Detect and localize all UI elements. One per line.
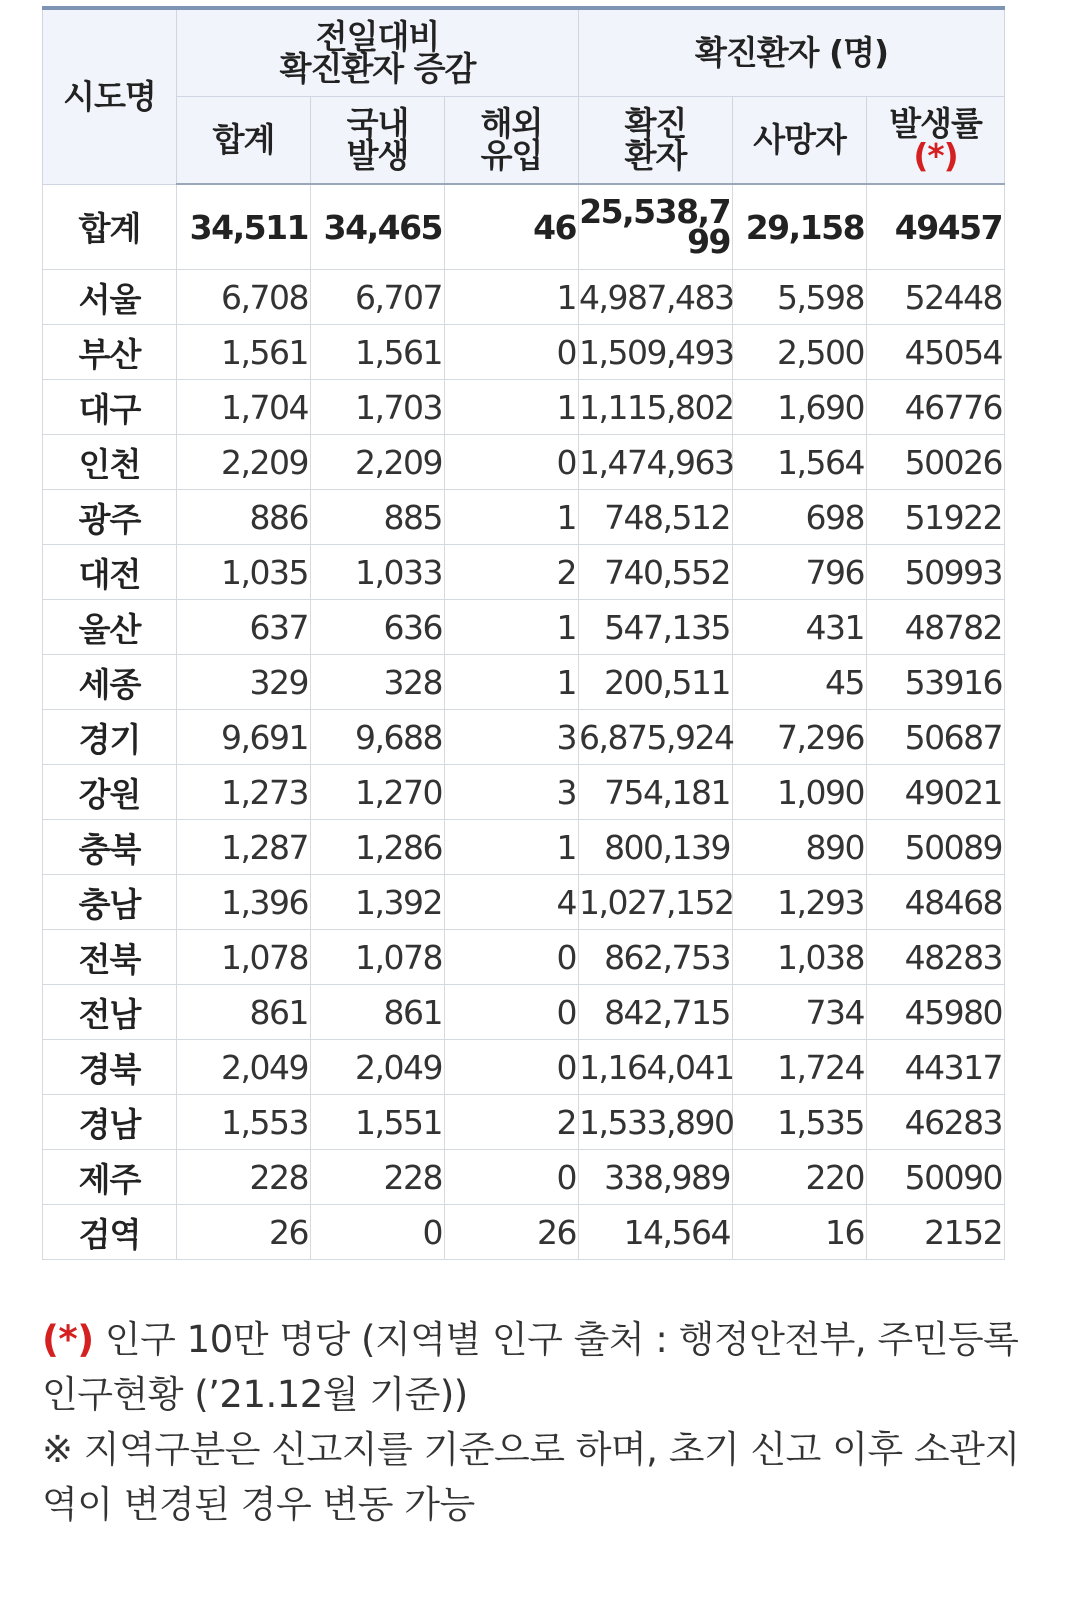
table-row <box>43 655 1005 710</box>
cell-overseas: 4 <box>445 875 579 930</box>
cell-total: 637 <box>177 600 311 655</box>
cell-region: 경남 <box>43 1095 177 1150</box>
cell-rate: 50687 <box>867 710 1005 765</box>
cell-deaths: 2,500 <box>733 325 867 380</box>
header-overseas-line2: 유입 <box>480 136 543 175</box>
header-domestic-line2: 발생 <box>346 136 409 175</box>
cell-overseas: 3 <box>445 710 579 765</box>
cell-domestic: 2,209 <box>311 435 445 490</box>
cell-deaths: 698 <box>733 490 867 545</box>
cell-rate: 53916 <box>867 655 1005 710</box>
cell-confirmed: 1,533,890 <box>579 1095 733 1150</box>
cell-overseas: 3 <box>445 765 579 820</box>
cell-rate: 50089 <box>867 820 1005 875</box>
cell-overseas: 26 <box>445 1205 579 1260</box>
table-row <box>43 435 1005 490</box>
cell-overseas: 0 <box>445 1150 579 1205</box>
table-row <box>43 765 1005 820</box>
table-row <box>43 545 1005 600</box>
table-row <box>43 1150 1005 1205</box>
table-row <box>43 325 1005 380</box>
cell-total: 34,511 <box>177 184 311 270</box>
cell-rate: 45054 <box>867 325 1005 380</box>
cell-rate: 50993 <box>867 545 1005 600</box>
header-total: 합계 <box>177 97 311 185</box>
header-rate <box>867 97 1005 185</box>
cell-region: 검역 <box>43 1205 177 1260</box>
header-rate-asterisk: (*) <box>913 136 958 175</box>
cell-total: 1,035 <box>177 545 311 600</box>
cell-region: 충남 <box>43 875 177 930</box>
cell-overseas: 0 <box>445 1040 579 1095</box>
cell-deaths: 1,724 <box>733 1040 867 1095</box>
footnote-region: ※ 지역구분은 신고지를 기준으로 하며, 초기 신고 이후 소관지역이 변경된 경우 변동 가능 <box>42 1428 1020 1526</box>
cell-region: 충북 <box>43 820 177 875</box>
cell-total: 1,704 <box>177 380 311 435</box>
cell-total: 1,553 <box>177 1095 311 1150</box>
cell-total: 26 <box>177 1205 311 1260</box>
cell-domestic: 9,688 <box>311 710 445 765</box>
cell-confirmed: 1,474,963 <box>579 435 733 490</box>
cell-deaths: 1,535 <box>733 1095 867 1150</box>
cell-domestic: 1,392 <box>311 875 445 930</box>
table-row <box>43 380 1005 435</box>
header-domestic <box>311 97 445 185</box>
cell-total: 2,049 <box>177 1040 311 1095</box>
table-row-total <box>43 184 1005 270</box>
cell-total: 861 <box>177 985 311 1040</box>
table-body <box>43 184 1005 1260</box>
cell-region: 부산 <box>43 325 177 380</box>
cell-rate: 48468 <box>867 875 1005 930</box>
cell-confirmed: 4,987,483 <box>579 270 733 325</box>
header-group-daily-change-line2: 확진환자 증감 <box>279 49 476 88</box>
cell-region: 경기 <box>43 710 177 765</box>
cell-region: 대구 <box>43 380 177 435</box>
cell-domestic: 885 <box>311 490 445 545</box>
cell-deaths: 45 <box>733 655 867 710</box>
cell-total: 228 <box>177 1150 311 1205</box>
cell-domestic: 1,033 <box>311 545 445 600</box>
cell-rate: 51922 <box>867 490 1005 545</box>
cell-domestic: 1,286 <box>311 820 445 875</box>
cell-domestic: 328 <box>311 655 445 710</box>
cell-rate: 48283 <box>867 930 1005 985</box>
table-header <box>43 8 1005 184</box>
header-confirmed-line2: 환자 <box>624 136 687 175</box>
cell-overseas: 1 <box>445 270 579 325</box>
cell-region: 제주 <box>43 1150 177 1205</box>
header-overseas-line1: 해외 <box>480 104 543 143</box>
table-row <box>43 600 1005 655</box>
cell-domestic: 636 <box>311 600 445 655</box>
cell-domestic: 1,551 <box>311 1095 445 1150</box>
cell-deaths: 7,296 <box>733 710 867 765</box>
cell-confirmed: 1,027,152 <box>579 875 733 930</box>
cell-domestic: 0 <box>311 1205 445 1260</box>
cell-confirmed: 842,715 <box>579 985 733 1040</box>
table-row <box>43 820 1005 875</box>
cell-region: 경북 <box>43 1040 177 1095</box>
header-group-confirmed: 확진환자 (명) <box>579 8 1005 97</box>
cell-overseas: 2 <box>445 1095 579 1150</box>
cell-total: 329 <box>177 655 311 710</box>
cell-rate: 49021 <box>867 765 1005 820</box>
cell-overseas: 1 <box>445 380 579 435</box>
cell-deaths: 29,158 <box>733 184 867 270</box>
cell-deaths: 796 <box>733 545 867 600</box>
table-row <box>43 270 1005 325</box>
cell-confirmed: 200,511 <box>579 655 733 710</box>
cell-region: 전북 <box>43 930 177 985</box>
header-group-daily-change-line1: 전일대비 <box>315 17 440 56</box>
footnote-asterisk: (*) <box>42 1318 94 1361</box>
cell-region: 합계 <box>43 184 177 270</box>
footnote-rate-text: 인구 10만 명당 (지역별 인구 출처 : 행정안전부, 주민등록인구현황 (’21.12월 기준)) <box>42 1318 1019 1416</box>
cell-confirmed: 25,538,799 <box>579 184 733 270</box>
cell-rate: 52448 <box>867 270 1005 325</box>
table-row <box>43 1040 1005 1095</box>
cell-total: 1,078 <box>177 930 311 985</box>
cell-rate: 45980 <box>867 985 1005 1040</box>
header-confirmed-line1: 확진 <box>624 104 687 143</box>
cell-region: 울산 <box>43 600 177 655</box>
cell-rate: 50090 <box>867 1150 1005 1205</box>
table-row <box>43 1095 1005 1150</box>
cell-region: 강원 <box>43 765 177 820</box>
table-row <box>43 985 1005 1040</box>
cell-overseas: 0 <box>445 985 579 1040</box>
cell-rate: 48782 <box>867 600 1005 655</box>
cell-domestic: 1,561 <box>311 325 445 380</box>
cell-overseas: 0 <box>445 325 579 380</box>
covid-stats-table-container <box>42 6 1004 1260</box>
cell-confirmed: 754,181 <box>579 765 733 820</box>
cell-deaths: 5,598 <box>733 270 867 325</box>
cell-deaths: 431 <box>733 600 867 655</box>
cell-domestic: 228 <box>311 1150 445 1205</box>
cell-deaths: 16 <box>733 1205 867 1260</box>
cell-total: 1,287 <box>177 820 311 875</box>
cell-region: 대전 <box>43 545 177 600</box>
cell-domestic: 2,049 <box>311 1040 445 1095</box>
cell-domestic: 861 <box>311 985 445 1040</box>
cell-domestic: 1,703 <box>311 380 445 435</box>
cell-deaths: 734 <box>733 985 867 1040</box>
cell-total: 6,708 <box>177 270 311 325</box>
cell-deaths: 1,690 <box>733 380 867 435</box>
cell-region: 전남 <box>43 985 177 1040</box>
cell-deaths: 220 <box>733 1150 867 1205</box>
cell-region: 인천 <box>43 435 177 490</box>
cell-rate: 44317 <box>867 1040 1005 1095</box>
cell-confirmed: 1,115,802 <box>579 380 733 435</box>
cell-region: 서울 <box>43 270 177 325</box>
cell-deaths: 1,293 <box>733 875 867 930</box>
cell-rate: 2152 <box>867 1205 1005 1260</box>
cell-overseas: 46 <box>445 184 579 270</box>
cell-confirmed: 1,164,041 <box>579 1040 733 1095</box>
cell-confirmed: 6,875,924 <box>579 710 733 765</box>
cell-confirmed: 338,989 <box>579 1150 733 1205</box>
cell-domestic: 1,270 <box>311 765 445 820</box>
cell-overseas: 1 <box>445 820 579 875</box>
header-region: 시도명 <box>43 8 177 184</box>
cell-confirmed: 748,512 <box>579 490 733 545</box>
cell-overseas: 2 <box>445 545 579 600</box>
table-row <box>43 875 1005 930</box>
table-row <box>43 930 1005 985</box>
cell-overseas: 0 <box>445 930 579 985</box>
header-deaths: 사망자 <box>733 97 867 185</box>
header-overseas <box>445 97 579 185</box>
cell-confirmed: 1,509,493 <box>579 325 733 380</box>
header-group-daily-change <box>177 8 579 97</box>
cell-domestic: 6,707 <box>311 270 445 325</box>
cell-total: 1,273 <box>177 765 311 820</box>
cell-total: 1,561 <box>177 325 311 380</box>
cell-overseas: 1 <box>445 655 579 710</box>
cell-region: 세종 <box>43 655 177 710</box>
table-row <box>43 1205 1005 1260</box>
cell-domestic: 1,078 <box>311 930 445 985</box>
cell-deaths: 890 <box>733 820 867 875</box>
cell-confirmed: 740,552 <box>579 545 733 600</box>
header-rate-label: 발생률 <box>889 104 982 143</box>
cell-overseas: 0 <box>445 435 579 490</box>
cell-rate: 50026 <box>867 435 1005 490</box>
header-confirmed <box>579 97 733 185</box>
header-domestic-line1: 국내 <box>346 104 409 143</box>
cell-confirmed: 800,139 <box>579 820 733 875</box>
cell-confirmed: 14,564 <box>579 1205 733 1260</box>
cell-confirmed: 547,135 <box>579 600 733 655</box>
footnote-rate <box>42 1312 1032 1422</box>
cell-rate: 46776 <box>867 380 1005 435</box>
table-row <box>43 490 1005 545</box>
cell-confirmed: 862,753 <box>579 930 733 985</box>
cell-total: 9,691 <box>177 710 311 765</box>
cell-total: 2,209 <box>177 435 311 490</box>
table-row <box>43 710 1005 765</box>
cell-total: 886 <box>177 490 311 545</box>
cell-domestic: 34,465 <box>311 184 445 270</box>
cell-region: 광주 <box>43 490 177 545</box>
cell-overseas: 1 <box>445 600 579 655</box>
cell-overseas: 1 <box>445 490 579 545</box>
cell-deaths: 1,090 <box>733 765 867 820</box>
cell-total: 1,396 <box>177 875 311 930</box>
cell-deaths: 1,564 <box>733 435 867 490</box>
footnotes <box>42 1312 1032 1532</box>
cell-deaths: 1,038 <box>733 930 867 985</box>
covid-stats-table <box>42 6 1005 1260</box>
cell-rate: 46283 <box>867 1095 1005 1150</box>
cell-rate: 49457 <box>867 184 1005 270</box>
